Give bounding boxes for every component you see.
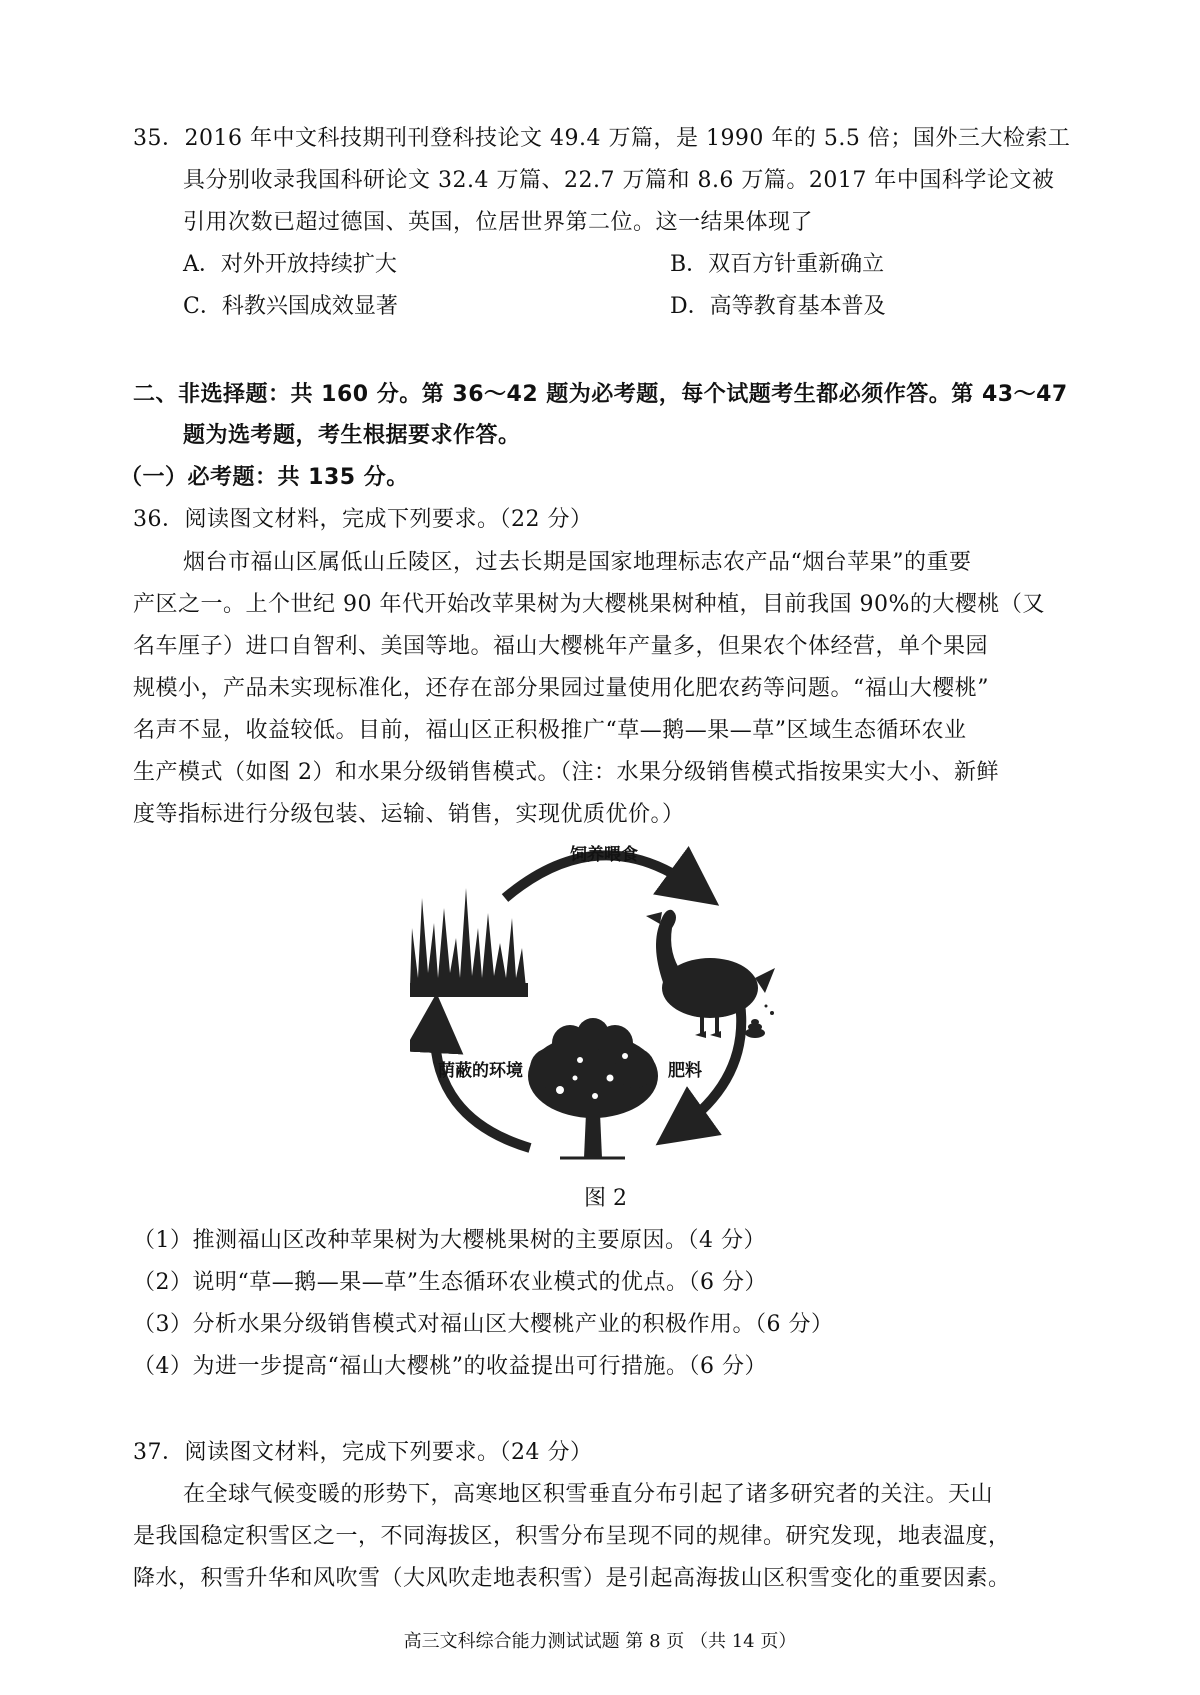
goose-icon: [646, 910, 775, 1038]
section2-sub-heading: （一）必考题：共 135 分。: [120, 465, 409, 490]
q35-line-2: 具分别收录我国科研论文 32.4 万篇、22.7 万篇和 8.6 万篇。2017 年中国科学论文被: [183, 168, 1055, 193]
q37-text-line-2: 是我国稳定积雪区之一，不同海拔区，积雪分布呈现不同的规律。研究发现，地表温度，: [133, 1524, 1011, 1549]
q36-text-line-5: 名声不显，收益较低。目前，福山区正积极推广“草—鹅—果—草”区域生态循环农业: [133, 718, 967, 743]
section2-line-1: 二、非选择题：共 160 分。第 36～42 题为必考题，每个试题考生都必须作答。第 43～47: [133, 382, 1068, 407]
page-footer: 高三文科综合能力测试试题 第 8 页 （共 14 页）: [403, 1631, 797, 1652]
q37-title: 37．阅读图文材料，完成下列要求。（24 分）: [133, 1440, 593, 1465]
q36-question-1: （1）推测福山区改种苹果树为大樱桃果树的主要原因。（4 分）: [133, 1228, 766, 1253]
tree-icon: [528, 1018, 658, 1158]
figure-caption: 图 2: [584, 1186, 627, 1211]
q36-question-4: （4）为进一步提高“福山大樱桃”的收益提出可行措施。（6 分）: [133, 1354, 767, 1379]
grass-icon: [410, 888, 528, 997]
eco-cycle-diagram: [410, 828, 790, 1168]
q36-text-line-7: 度等指标进行分级包装、运输、销售，实现优质优价。）: [133, 802, 685, 827]
shade-arrow: [435, 1023, 530, 1148]
q35-option-d: D．高等教育基本普及: [670, 294, 886, 319]
label-fertilizer: 肥料: [668, 1061, 702, 1081]
q36-question-2: （2）说明“草—鹅—果—草”生态循环农业模式的优点。（6 分）: [133, 1270, 767, 1295]
q35-line-1: 35．2016 年中文科技期刊刊登科技论文 49.4 万篇，是 1990 年的 5.5 倍；国外三大检索工: [133, 126, 1071, 151]
q36-text-line-3: 名车厘子）进口自智利、美国等地。福山大樱桃年产量多，但果农个体经营，单个果园: [133, 634, 989, 659]
q36-title: 36．阅读图文材料，完成下列要求。（22 分）: [133, 507, 593, 532]
q37-text-line-3: 降水，积雪升华和风吹雪（大风吹走地表积雪）是引起高海拔山区积雪变化的重要因素。: [133, 1566, 1011, 1591]
label-feeding: 饲养喂食: [570, 845, 638, 865]
q36-text-line-1: 烟台市福山区属低山丘陵区，过去长期是国家地理标志农产品“烟台苹果”的重要: [183, 550, 972, 575]
q36-question-3: （3）分析水果分级销售模式对福山区大樱桃产业的积极作用。（6 分）: [133, 1312, 834, 1337]
q35-option-a: A．对外开放持续扩大: [183, 252, 397, 277]
label-shade: 荫蔽的环境: [438, 1061, 523, 1081]
q35-option-b: B．双百方针重新确立: [670, 252, 885, 277]
section2-line-2: 题为选考题，考生根据要求作答。: [183, 423, 521, 448]
q36-text-line-4: 规模小，产品未实现标准化，还存在部分果园过量使用化肥农药等问题。“福山大樱桃”: [133, 676, 989, 701]
droppings-icon: [745, 1005, 774, 1039]
q36-text-line-6: 生产模式（如图 2）和水果分级销售模式。（注：水果分级销售模式指按果实大小、新鲜: [133, 760, 999, 785]
q35-line-3: 引用次数已超过德国、英国，位居世界第二位。这一结果体现了: [183, 210, 814, 235]
q35-option-c: C．科教兴国成效显著: [183, 294, 398, 319]
q36-text-line-2: 产区之一。上个世纪 90 年代开始改苹果树为大樱桃果树种植，目前我国 90%的大樱桃（又: [133, 592, 1045, 617]
q37-text-line-1: 在全球气候变暖的形势下，高寒地区积雪垂直分布引起了诸多研究者的关注。天山: [183, 1482, 994, 1507]
